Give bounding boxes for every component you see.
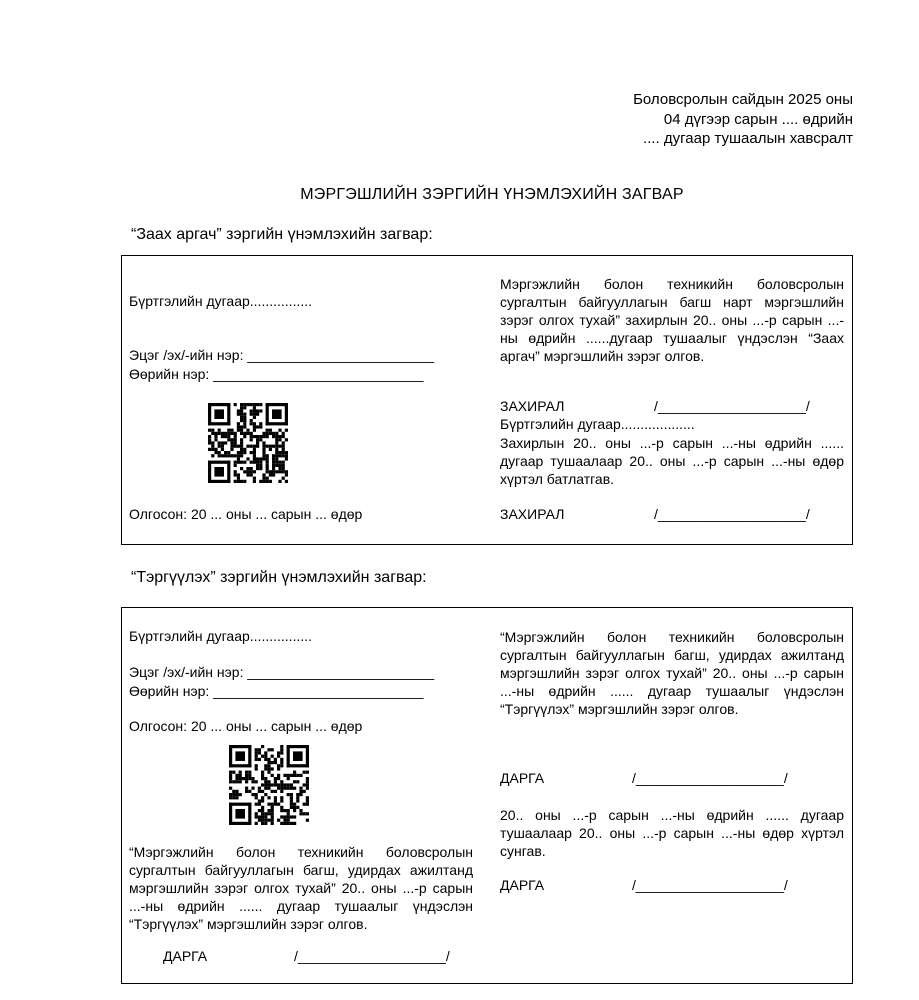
card2-own-name: Өөрийн нэр: ___________________________	[129, 683, 424, 699]
card2-father-name: Эцэг /эх/-ийн нэр: ________________________	[129, 664, 435, 680]
card1-grant-text: Мэргэжлийн болон техникийн боловсролын сургалтын байгууллагын багш нарт мэргэшлийн зэрэг олгох тухай” захирлын 20.. оны ...-р сарын ...-ны өдрийн ......дугаар тушаалыг үндэслэн “Заах аргач” мэргэшлийн зэрэг олгов.	[500, 276, 844, 365]
card2-reg-no: Бүртгэлийн дугаар................	[129, 628, 313, 644]
attachment-line-2: 04 дүгээр сарын .... өдрийн	[663, 111, 853, 128]
card1-director-label-2: ЗАХИРАЛ	[500, 506, 565, 522]
card2-left-grant-text: “Мэргэжлийн болон техникийн боловсролын сургалтын байгууллагын багш, удирдах ажилтанд мэргэшлийн зэрэг олгох тухай” 20.. оны ...-р сарын ...-ны өдрийн ...... дугаар тушаалыг үндэслэн “Тэргүүлэх” мэргэшлийн зэрэг олгов.	[129, 844, 473, 933]
card1-reg-no-2: Бүртгэлийн дугаар...................	[500, 416, 695, 432]
card2-heading: “Тэргүүлэх” зэргийн үнэмлэхийн загвар:	[131, 569, 427, 586]
card1-father-name: Эцэг /эх/-ийн нэр: ________________________	[129, 347, 435, 363]
card1-reg-no: Бүртгэлийн дугаар................	[129, 293, 313, 309]
card2-grant-text: “Мэргэжлийн болон техникийн боловсролын сургалтын байгууллагын багш, удирдах ажилтанд мэргэшлийн зэрэг олгох тухай” 20.. оны ...-р сарын ...-ны өдрийн ...... дугаар тушаалыг үндэслэн “Тэргүүлэх” мэргэшлийн зэрэг олгов.	[500, 629, 844, 718]
card2-head-signature: /___________________/	[632, 770, 788, 786]
card2-head-signature-left: /___________________/	[294, 948, 450, 964]
card1-director-signature: /___________________/	[654, 398, 810, 414]
card1-confirm-text: Захирлын 20.. оны ...-р сарын ...-ны өдрийн ...... дугаар тушаалаар 20.. оны ...-р сарын ...-ны өдөр хүртэл батлатгав.	[500, 435, 844, 488]
card1-director-label: ЗАХИРАЛ	[500, 398, 565, 414]
card2-head-label: ДАРГА	[500, 770, 545, 786]
card1-issued-date: Олгосон: 20 ... оны ... сарын ... өдөр	[129, 506, 363, 522]
card1-director-signature-2: /___________________/	[654, 506, 810, 522]
page-title: МЭРГЭШЛИЙН ЗЭРГИЙН ҮНЭМЛЭХИЙН ЗАГВАР	[300, 186, 684, 203]
card2-head-label-left: ДАРГА	[163, 948, 208, 964]
attachment-line-3: .... дугаар тушаалын хавсралт	[643, 130, 853, 147]
card1-qr-code	[208, 403, 288, 483]
card2-extend-text: 20.. оны ...-р сарын ...-ны өдрийн ...... дугаар тушаалаар 20.. оны ...-р сарын ...-ны өдөр хүртэл сунгав.	[500, 807, 844, 860]
card2-head-signature-2: /___________________/	[632, 877, 788, 893]
card2-issued-date: Олгосон: 20 ... оны ... сарын ... өдөр	[129, 718, 363, 734]
card2-qr-code	[229, 745, 309, 825]
attachment-line-1: Боловсролын сайдын 2025 оны	[633, 91, 853, 108]
card1-own-name: Өөрийн нэр: ___________________________	[129, 366, 424, 382]
card2-head-label-2: ДАРГА	[500, 877, 545, 893]
card1-heading: “Заах аргач” зэргийн үнэмлэхийн загвар:	[131, 226, 433, 243]
